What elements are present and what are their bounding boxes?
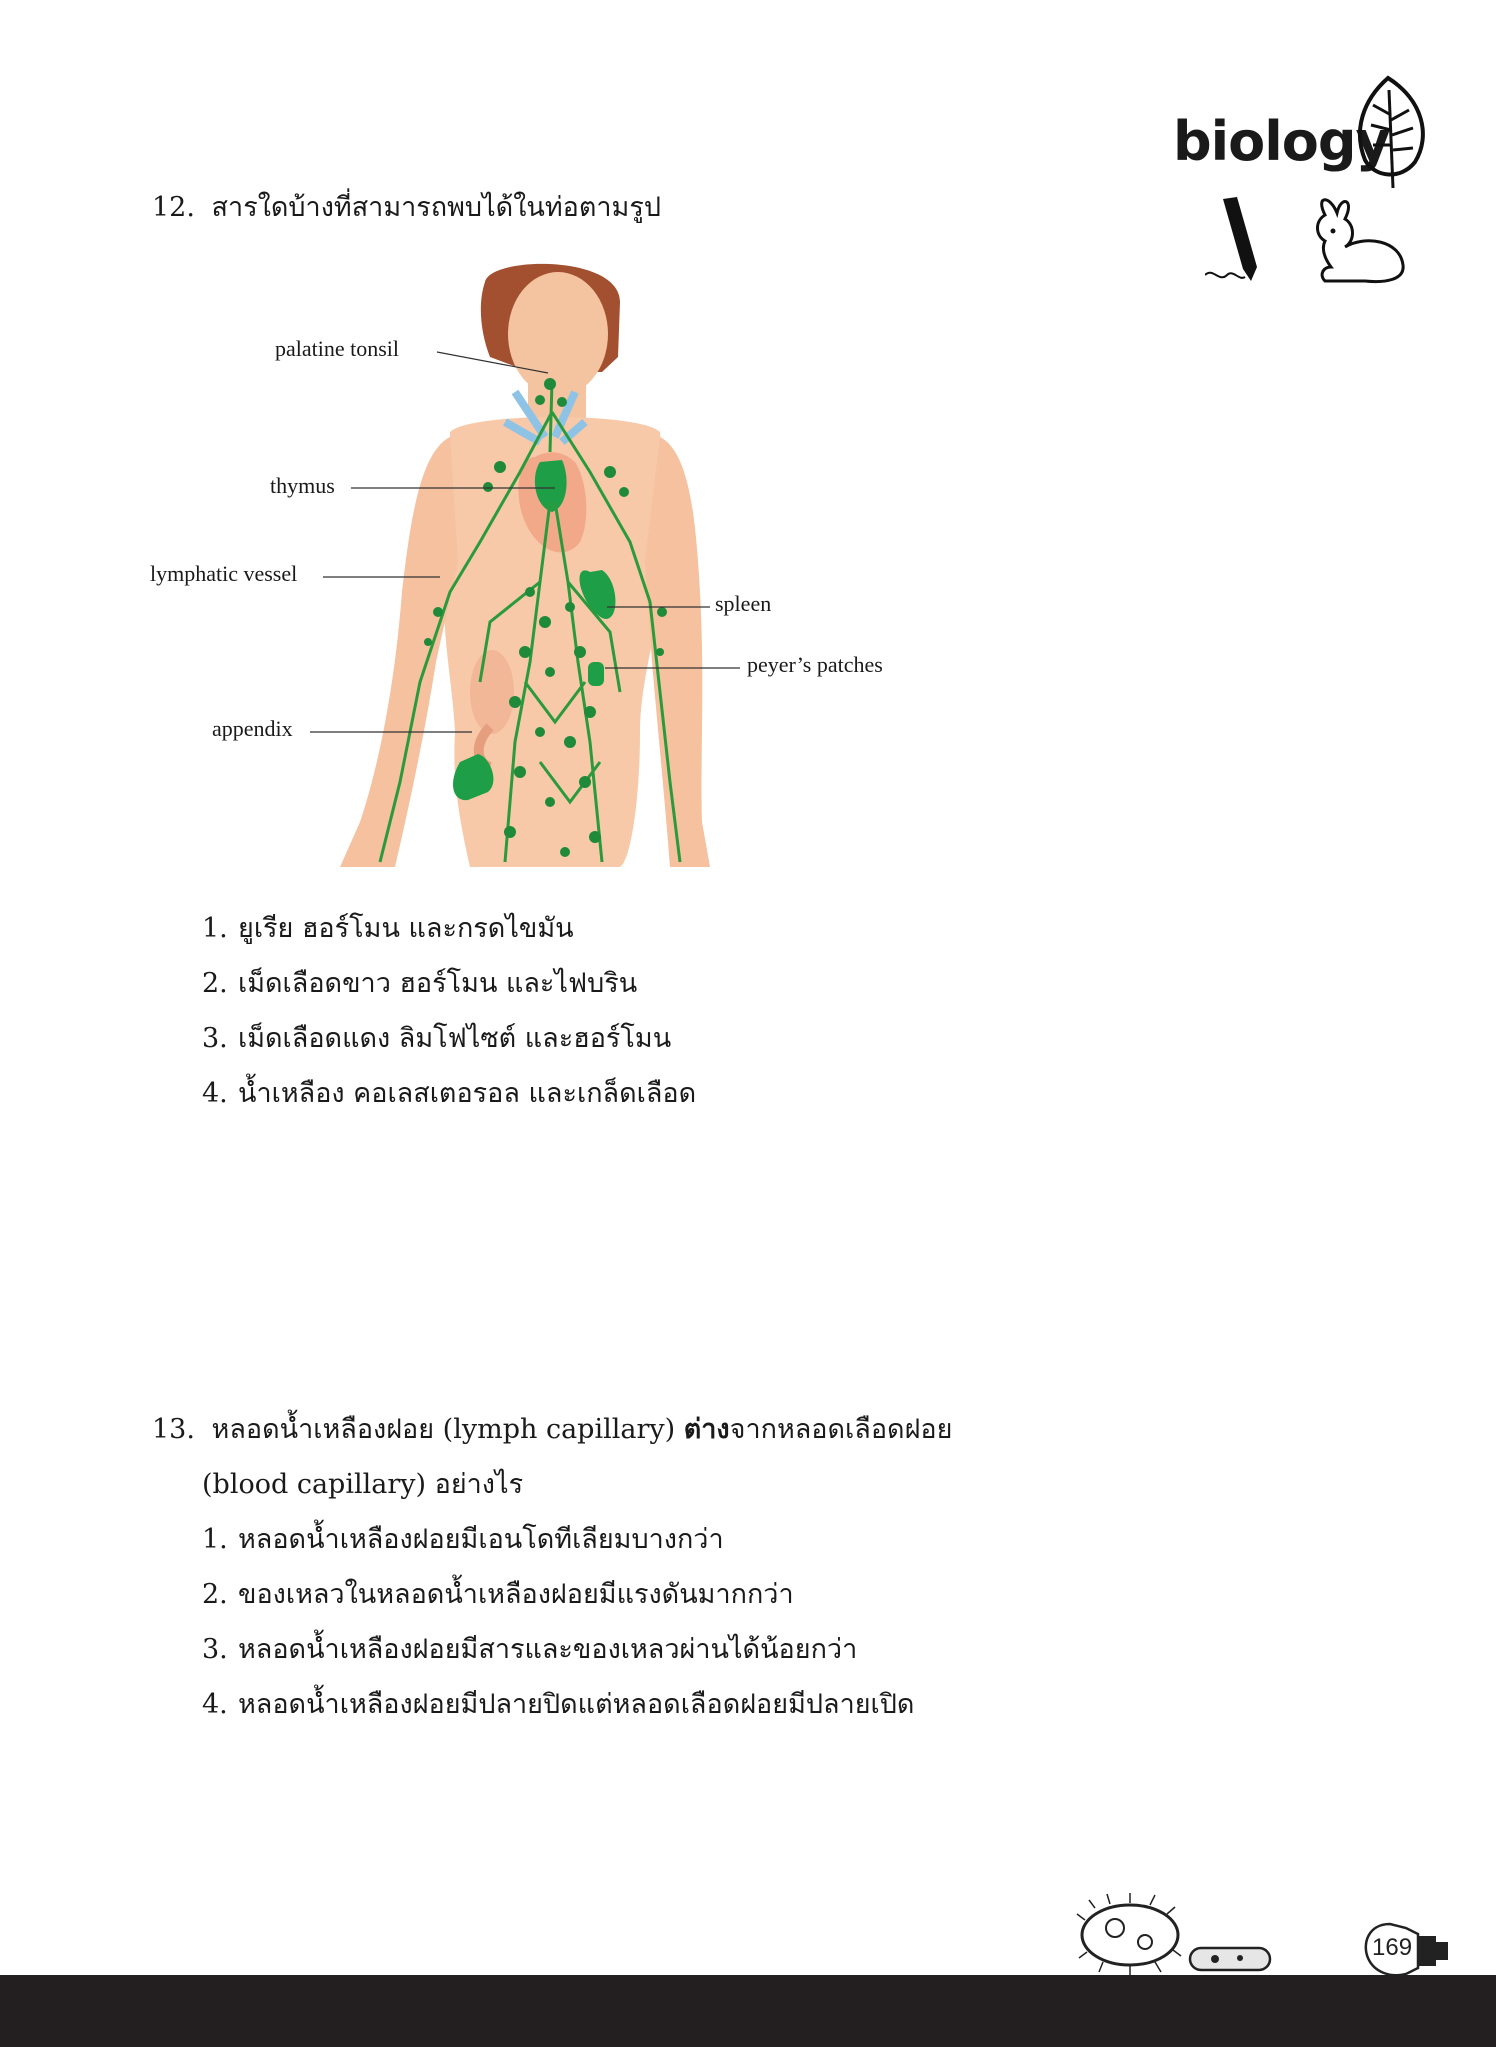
logo-text: biology xyxy=(1173,110,1390,173)
label-palatine-tonsil: palatine tonsil xyxy=(275,336,400,361)
biology-logo xyxy=(1165,70,1435,290)
q12-option-2: 2. เม็ดเลือดขาว ฮอร์โมน และไฟบริน xyxy=(202,968,638,999)
q13-option-2: 2. ของเหลวในหลอดน้ำเหลืองฝอยมีแรงดันมากกว่า xyxy=(202,1579,794,1610)
rabbit-icon xyxy=(1305,195,1415,285)
q13-text-bold: ต่าง xyxy=(683,1414,730,1445)
q13-number: 13. xyxy=(152,1414,195,1445)
label-thymus: thymus xyxy=(270,473,335,498)
label-appendix: appendix xyxy=(212,716,293,741)
q12-number: 12. xyxy=(152,192,195,223)
label-peyers-patches: peyer’s patches xyxy=(747,652,883,677)
q13-heading-line2: (blood capillary) อย่างไร xyxy=(202,1469,524,1500)
q13-option-1: 1. หลอดน้ำเหลืองฝอยมีเอนโดทีเลียมบางกว่า xyxy=(202,1524,724,1555)
q13-text-before: หลอดน้ำเหลืองฝอย (lymph capillary) xyxy=(211,1414,684,1445)
q13-options xyxy=(202,1520,914,1740)
q12-option-4: 4. น้ำเหลือง คอเลสเตอรอล และเกล็ดเลือด xyxy=(202,1078,697,1109)
page-number: 169 xyxy=(1372,1934,1413,1961)
pen-icon xyxy=(1205,195,1265,285)
leaf-icon xyxy=(1343,70,1435,195)
q12-option-1: 1. ยูเรีย ฮอร์โมน และกรดไขมัน xyxy=(202,913,574,944)
q12-option-3: 3. เม็ดเลือดแดง ลิมโฟไซต์ และฮอร์โมน xyxy=(202,1023,672,1054)
label-spleen: spleen xyxy=(715,591,772,616)
q13-option-4: 4. หลอดน้ำเหลืองฝอยมีปลายปิดแต่หลอดเลือดฝอยมีปลายเปิด xyxy=(202,1689,915,1720)
label-leader-lines xyxy=(0,0,1000,900)
q13-text-after: จากหลอดเลือดฝอย xyxy=(729,1414,953,1445)
q12-text: สารใดบ้างที่สามารถพบได้ในท่อตามรูป xyxy=(211,192,661,223)
label-lymphatic-vessel: lymphatic vessel xyxy=(150,561,298,586)
q12-options xyxy=(202,909,696,1129)
footer-bar xyxy=(0,1975,1496,2047)
q13-heading xyxy=(152,1410,952,1450)
microbe-icon xyxy=(1075,1890,1275,1980)
q13-option-3: 3. หลอดน้ำเหลืองฝอยมีสารและของเหลวผ่านได้น้อยกว่า xyxy=(202,1634,858,1665)
